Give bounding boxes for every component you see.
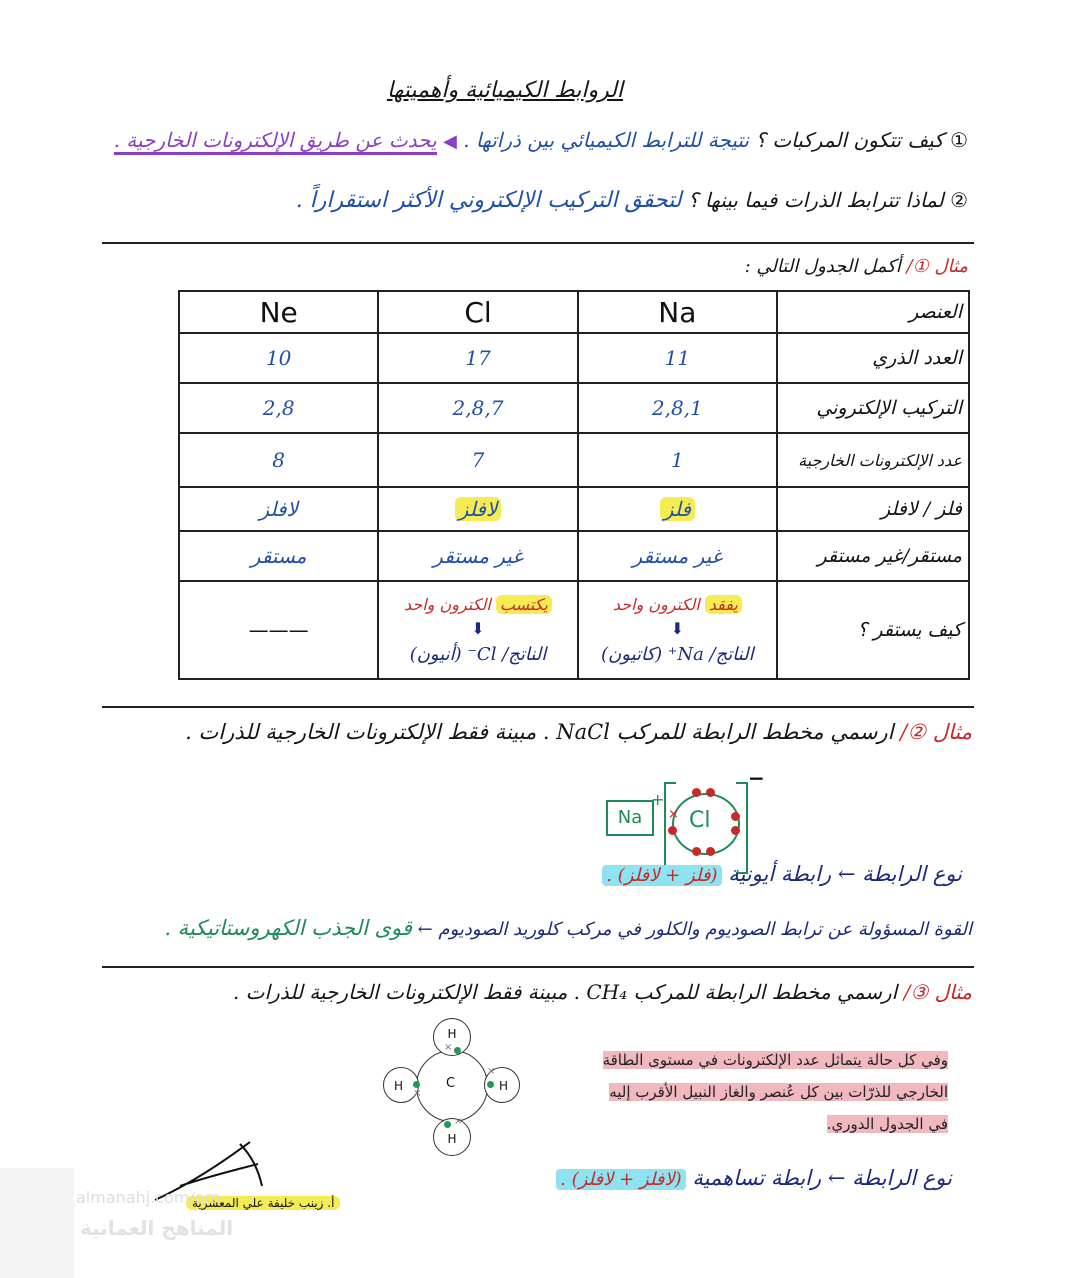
example-2-heading [92,720,972,744]
nacl-force-text: القوة المسؤولة عن ترابط الصوديوم والكلور في مركب كلوريد الصوديوم ← [417,919,972,940]
electron-dot [706,788,715,797]
cell-ne-valence: 8 [179,433,378,487]
cross-electron-icon: × [668,807,679,822]
watermark-logo [0,1168,74,1278]
cross-electron-icon: × [487,1066,496,1077]
cl-product: الناتج/ Cl⁻ (أنيون) [409,643,547,665]
cell-na-type: فلز [660,497,695,521]
divider-1 [102,242,974,244]
cell-ne-atomic: 10 [179,333,378,383]
question-1 [98,128,968,152]
example-1-heading [368,256,968,277]
cell-na-type-wrap [578,487,777,531]
label-stability: مستقر/غير مستقر [777,531,969,581]
label-electron-config: التركيب الإلكتروني [777,383,969,433]
electron-dot [706,847,715,856]
shared-electron-dot [444,1121,451,1128]
na-symbol: Na [617,807,643,828]
cell-cl-config: 2,8,7 [378,383,577,433]
electron-dot [692,788,701,797]
cell-ne-config: 2,8 [179,383,378,433]
header-ne: Ne [179,291,378,333]
question-1-answer: نتيجة للترابط الكيميائي بين ذراتها . [463,128,749,152]
question-1-note: يحدث عن طريق الإلكترونات الخارجية . [114,128,437,155]
na-lose-rest: الكترون واحد [612,594,700,614]
question-2-text: لماذا تترابط الذرات فيما بينها ؟ [687,188,944,212]
cell-na-config: 2,8,1 [578,383,777,433]
cell-cl-type-wrap [378,487,577,531]
arrow-down-icon: ⬇ [670,618,685,638]
cell-na-how [578,581,777,679]
elements-table [178,290,970,680]
page-title: الروابط الكيميائية وأهميتها [386,78,624,103]
question-1-number: ① [950,128,968,152]
arrow-down-icon: ⬇ [471,618,485,638]
nacl-bond-highlight: (فلز + لافلز) . [602,865,721,886]
cell-na-atomic: 11 [578,333,777,383]
cross-electron-icon: × [413,1088,422,1099]
question-2-answer: لتحقق التركيب الإلكتروني الأكثر استقراراً . [295,188,682,213]
nacl-bond-name: رابطة أيونية [728,862,832,886]
h-bottom-symbol: H [447,1132,457,1146]
label-atomic-number: العدد الذري [777,333,969,383]
example-2-label: مثال ②/ [900,720,972,744]
carbon-symbol: C [446,1076,456,1091]
h-circle-bottom [433,1118,471,1156]
nacl-bond-label: نوع الرابطة ← [837,862,962,886]
nacl-bond-type [362,862,962,886]
na-product: الناتج/ Na⁺ (كاتيون) [601,643,754,665]
cell-na-valence: 1 [578,433,777,487]
na-ion-box [606,800,654,836]
cl-symbol: Cl [689,808,711,833]
note-line-2-text: الخارجي للذرّات بين كل عُنصر والغاز النبيل الأقرب إليه [609,1083,948,1101]
header-na: Na [578,291,777,333]
electron-dot [731,826,740,835]
divider-2 [102,706,974,708]
electron-dot [731,812,740,821]
label-metal-nonmetal: فلز / لافلز [777,487,969,531]
shared-electron-dot [413,1081,420,1088]
example-3-heading [92,980,972,1004]
na-lose-highlight: يفقد [705,595,742,614]
header-element: العنصر [777,291,969,333]
question-1-text: كيف تتكون المركبات ؟ [755,128,944,152]
h-top-symbol: H [447,1027,457,1041]
electron-dot [668,826,677,835]
cell-ne-type: لافلز [179,487,378,531]
cross-electron-icon: × [454,1116,463,1127]
cl-gain-highlight: يكتسب [496,595,552,614]
note-line-3-text: في الجدول الدوري. [826,1115,948,1133]
watermark-text: almanahj.com/om [76,1188,221,1207]
label-valence-electrons: عدد الإلكترونات الخارجية [777,433,969,487]
na-charge: + [651,790,665,809]
header-cl: Cl [378,291,577,333]
electron-dot [692,847,701,856]
note-line-1 [528,1044,948,1076]
cell-cl-valence: 7 [378,433,577,487]
question-2-number: ② [950,188,968,212]
shared-electron-dot [487,1081,494,1088]
cl-gain-rest: الكترون واحد [403,594,491,614]
cell-ne-stability: مستقر [179,531,378,581]
author-name: أ. زينب خليفة علي المعشرية [186,1196,340,1210]
divider-3 [102,966,974,968]
example-1-text: أكمل الجدول التالي : [744,256,901,277]
h-left-symbol: H [394,1079,404,1093]
cell-ne-how: ——— [179,581,378,679]
cross-electron-icon: × [444,1042,453,1053]
watermark-arabic: المناهج العمانية [80,1216,234,1240]
noble-gas-note [528,1044,948,1140]
h-right-symbol: H [499,1079,509,1093]
cl-charge: − [748,766,765,790]
cell-cl-how [378,581,577,679]
cell-na-stability: غير مستقر [578,531,777,581]
ch4-bond-label: نوع الرابطة ← [827,1166,952,1190]
example-3-text: ارسمي مخطط الرابطة للمركب CH₄ . مبينة فقط الإلكترونات الخارجية للذرات . [232,980,898,1004]
example-1-label: مثال ①/ [906,256,968,277]
nacl-force-answer: قوى الجذب الكهروستاتيكية . [164,916,412,940]
nacl-force [102,916,972,940]
ch4-bond-name: رابطة تساهمية [692,1166,822,1190]
cell-cl-atomic: 17 [378,333,577,383]
cell-cl-stability: غير مستقر [378,531,577,581]
ch4-bond-type [352,1166,952,1190]
question-2 [98,188,968,213]
note-line-2 [528,1076,948,1108]
cell-cl-type: لافلز [455,497,502,521]
shared-electron-dot [454,1047,461,1054]
example-3-label: مثال ③/ [903,980,972,1004]
example-2-text: ارسمي مخطط الرابطة للمركب NaCl . مبينة فقط الإلكترونات الخارجية للذرات . [185,720,894,744]
arrow-left-icon: ◀ [443,131,457,152]
ch4-bond-highlight: (لافلز + لافلز) . [556,1169,686,1190]
label-how-stable: كيف يستقر ؟ [777,581,969,679]
note-line-1-text: وفي كل حالة يتماثل عدد الإلكترونات في مستوى الطاقة [602,1051,948,1069]
note-line-3 [528,1108,948,1140]
